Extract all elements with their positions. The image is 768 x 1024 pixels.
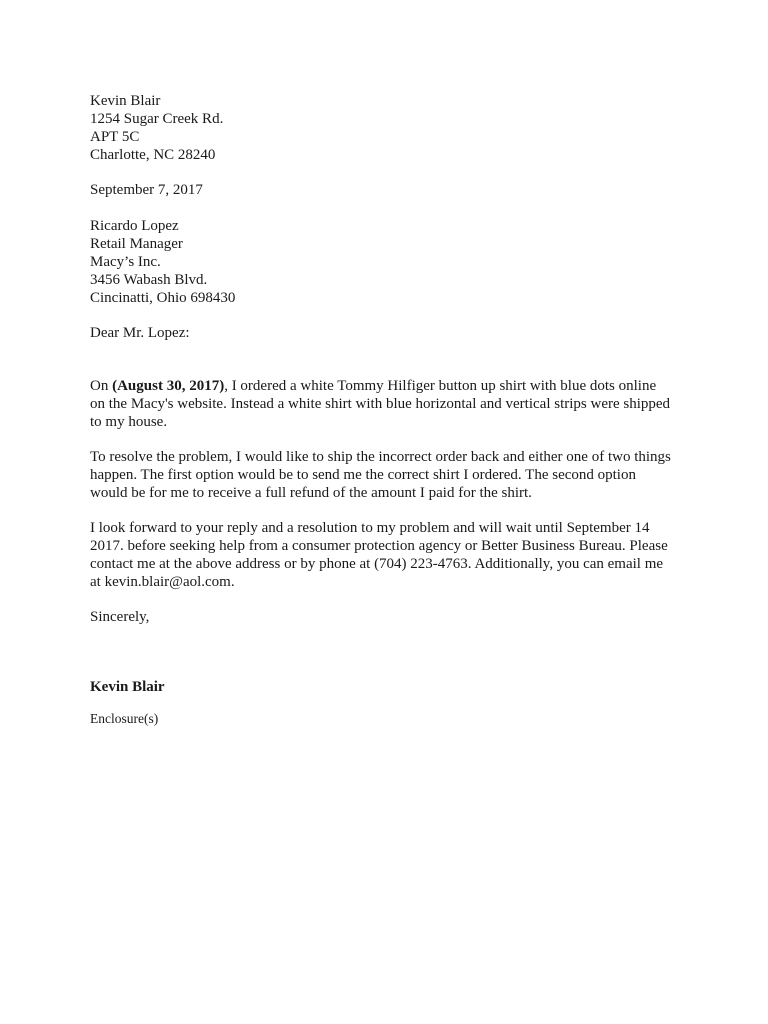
enclosure bbox=[90, 710, 690, 728]
date-text: September 7, 2017 bbox=[90, 182, 203, 198]
recipient-address bbox=[90, 217, 690, 307]
paragraph-line: I look forward to your reply and a resolution to my problem and will wait until September 14 bbox=[90, 520, 650, 536]
recipient-title: Retail Manager bbox=[90, 236, 183, 252]
sender-name: Kevin Blair bbox=[90, 93, 161, 109]
letter bbox=[90, 92, 690, 728]
letter-date bbox=[90, 181, 690, 199]
recipient-street: 3456 Wabash Blvd. bbox=[90, 272, 208, 288]
paragraph-line: would be for me to receive a full refund of the amount I paid for the shirt. bbox=[90, 485, 532, 501]
paragraph-line: on the Macy's website. Instead a white shirt with blue horizontal and vertical strips were shipped bbox=[90, 396, 671, 412]
signature-name: Kevin Blair bbox=[90, 679, 165, 695]
recipient-city-state-zip: Cincinatti, Ohio 698430 bbox=[90, 290, 236, 306]
paragraph-text: , I ordered a white Tommy Hilfiger button up shirt with blue dots online bbox=[224, 378, 657, 394]
paragraph-lead: On bbox=[90, 378, 113, 394]
paragraph-line: 2017. before seeking help from a consumer protection agency or Better Business Bureau. Please bbox=[90, 538, 668, 554]
sender-street: 1254 Sugar Creek Rd. bbox=[90, 111, 224, 127]
closing-text: Sincerely, bbox=[90, 609, 150, 625]
closing bbox=[90, 608, 690, 626]
paragraph-line: at kevin.blair@aol.com. bbox=[90, 574, 235, 590]
signature bbox=[90, 678, 690, 696]
body-paragraph-2 bbox=[90, 448, 690, 502]
paragraph-line: happen. The first option would be to send me the correct shirt I ordered. The second option bbox=[90, 467, 636, 483]
body-paragraph-3 bbox=[90, 519, 690, 591]
recipient-name: Ricardo Lopez bbox=[90, 218, 179, 234]
paragraph-line bbox=[90, 377, 690, 395]
sender-apt: APT 5C bbox=[90, 129, 140, 145]
paragraph-line: To resolve the problem, I would like to ship the incorrect order back and either one of two things bbox=[90, 449, 671, 465]
enclosure-text: Enclosure(s) bbox=[90, 711, 159, 726]
salutation bbox=[90, 324, 690, 342]
order-date: (August 30, 2017) bbox=[112, 378, 225, 394]
recipient-company: Macy’s Inc. bbox=[90, 254, 161, 270]
paragraph-line: contact me at the above address or by phone at (704) 223-4763. Additionally, you can email me bbox=[90, 556, 664, 572]
sender-address bbox=[90, 92, 690, 164]
sender-city-state-zip: Charlotte, NC 28240 bbox=[90, 147, 216, 163]
salutation-text: Dear Mr. Lopez: bbox=[90, 325, 190, 341]
paragraph-line: to my house. bbox=[90, 414, 168, 430]
body-paragraph-1 bbox=[90, 377, 690, 431]
